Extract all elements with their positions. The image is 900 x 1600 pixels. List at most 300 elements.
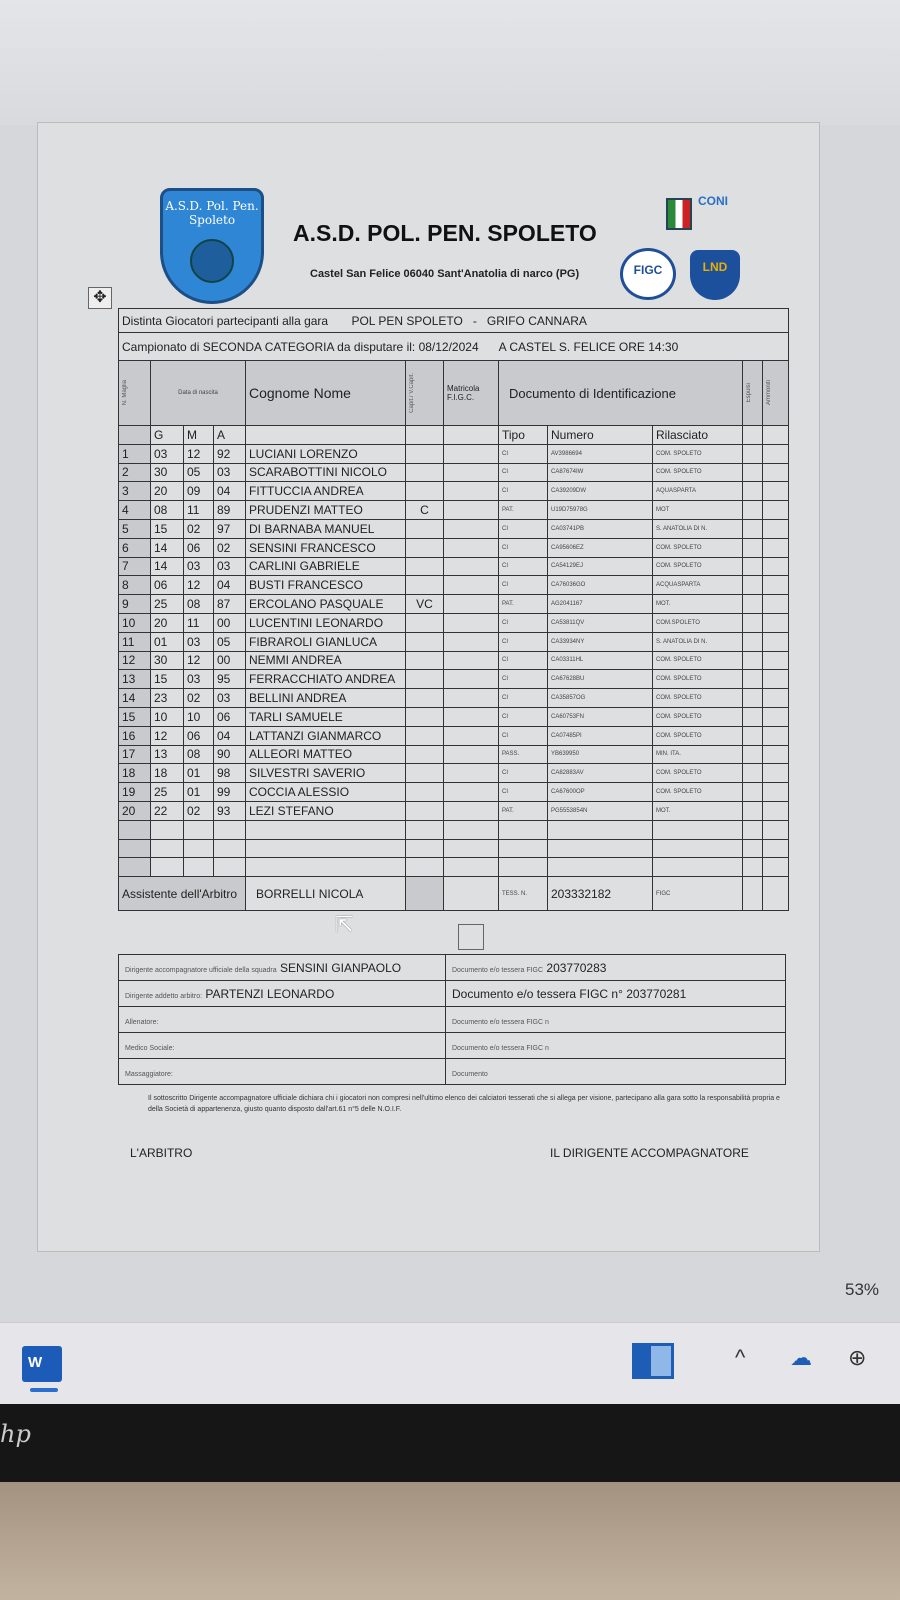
player-row xyxy=(119,463,789,482)
player-ammoniti xyxy=(763,801,789,820)
table-move-handle-icon[interactable]: ✥ xyxy=(88,287,112,309)
player-name: CARLINI GABRIELE xyxy=(246,557,406,576)
player-tipo: CI xyxy=(499,613,548,632)
player-ammoniti xyxy=(763,444,789,463)
player-row xyxy=(119,538,789,557)
player-captain: C xyxy=(406,501,444,520)
player-year: 97 xyxy=(214,519,246,538)
player-captain xyxy=(406,783,444,802)
staff-doc-number: 203770281 xyxy=(626,986,687,1001)
player-name: FITTUCCIA ANDREA xyxy=(246,482,406,501)
player-tipo: CI xyxy=(499,557,548,576)
player-matricola xyxy=(444,463,499,482)
staff-row xyxy=(119,955,786,981)
player-number: 18 xyxy=(119,764,151,783)
col-captain xyxy=(406,361,444,426)
player-rilasciato: ACQUASPARTA xyxy=(653,576,743,595)
player-row xyxy=(119,651,789,670)
staff-role-label: Dirigente accompagnatore ufficiale della squadra xyxy=(125,966,277,974)
player-day: 01 xyxy=(151,632,184,651)
player-day: 14 xyxy=(151,538,184,557)
chevron-up-icon[interactable]: ^ xyxy=(735,1345,746,1370)
player-matricola xyxy=(444,576,499,595)
player-espulsi xyxy=(743,613,763,632)
staff-row xyxy=(119,1059,786,1085)
col-captain-label: Capit./ V.Capit. xyxy=(409,373,415,413)
staff-row xyxy=(119,981,786,1007)
player-month: 01 xyxy=(184,783,214,802)
player-captain xyxy=(406,557,444,576)
player-year: 93 xyxy=(214,801,246,820)
player-year: 87 xyxy=(214,595,246,614)
player-month: 02 xyxy=(184,519,214,538)
player-year: 04 xyxy=(214,576,246,595)
player-number: 17 xyxy=(119,745,151,764)
player-row xyxy=(119,745,789,764)
player-espulsi xyxy=(743,689,763,708)
player-numero: CA39209DW xyxy=(548,482,653,501)
col-birth: Data di nascita xyxy=(151,361,246,426)
player-espulsi xyxy=(743,538,763,557)
player-month: 05 xyxy=(184,463,214,482)
player-espulsi xyxy=(743,501,763,520)
player-month: 01 xyxy=(184,764,214,783)
staff-role xyxy=(119,1059,446,1085)
player-month: 10 xyxy=(184,707,214,726)
col-ammoniti xyxy=(763,361,789,426)
coni-text: CONI xyxy=(698,194,728,208)
player-captain xyxy=(406,632,444,651)
player-month: 03 xyxy=(184,670,214,689)
player-row xyxy=(119,726,789,745)
player-numero: CA03311HL xyxy=(548,651,653,670)
col-tipo: Tipo xyxy=(499,426,548,445)
player-tipo: CI xyxy=(499,726,548,745)
staff-name: PARTENZI LEONARDO xyxy=(205,986,335,1001)
player-rilasciato: COM. SPOLETO xyxy=(653,783,743,802)
player-name: TARLI SAMUELE xyxy=(246,707,406,726)
laptop-body xyxy=(0,1482,900,1600)
player-rilasciato: COM. SPOLETO xyxy=(653,557,743,576)
player-month: 08 xyxy=(184,595,214,614)
player-numero: CA87674IW xyxy=(548,463,653,482)
player-rilasciato: MOT. xyxy=(653,801,743,820)
player-matricola xyxy=(444,595,499,614)
staff-doc xyxy=(446,1033,786,1059)
player-number: 3 xyxy=(119,482,151,501)
player-day: 25 xyxy=(151,595,184,614)
player-ammoniti xyxy=(763,595,789,614)
player-captain xyxy=(406,463,444,482)
player-matricola xyxy=(444,764,499,783)
player-captain xyxy=(406,707,444,726)
player-espulsi xyxy=(743,764,763,783)
player-row xyxy=(119,689,789,708)
player-month: 12 xyxy=(184,651,214,670)
player-numero: CA60753FN xyxy=(548,707,653,726)
player-rilasciato: S. ANATOLIA DI N. xyxy=(653,632,743,651)
player-tipo: CI xyxy=(499,707,548,726)
assistant-rilasciato: FIGC xyxy=(653,877,743,911)
player-tipo: CI xyxy=(499,538,548,557)
player-number: 14 xyxy=(119,689,151,708)
player-name: NEMMI ANDREA xyxy=(246,651,406,670)
player-numero: CA82883AV xyxy=(548,764,653,783)
player-day: 18 xyxy=(151,764,184,783)
player-matricola xyxy=(444,670,499,689)
player-tipo: CI xyxy=(499,576,548,595)
player-row xyxy=(119,519,789,538)
player-year: 95 xyxy=(214,670,246,689)
staff-role-label: Massaggiatore: xyxy=(125,1070,173,1078)
player-day: 20 xyxy=(151,613,184,632)
col-g: G xyxy=(151,426,184,445)
figc-logo: FIGC xyxy=(620,248,676,300)
player-day: 23 xyxy=(151,689,184,708)
player-row xyxy=(119,595,789,614)
player-matricola xyxy=(444,557,499,576)
player-espulsi xyxy=(743,632,763,651)
player-espulsi xyxy=(743,463,763,482)
player-rilasciato: MOT xyxy=(653,501,743,520)
player-day: 10 xyxy=(151,707,184,726)
player-numero: U19D75978G xyxy=(548,501,653,520)
player-matricola xyxy=(444,632,499,651)
player-ammoniti xyxy=(763,501,789,520)
player-matricola xyxy=(444,519,499,538)
staff-role xyxy=(119,1033,446,1059)
player-month: 02 xyxy=(184,801,214,820)
player-month: 12 xyxy=(184,444,214,463)
player-ammoniti xyxy=(763,670,789,689)
player-number: 2 xyxy=(119,463,151,482)
player-captain xyxy=(406,576,444,595)
player-tipo: PAT. xyxy=(499,501,548,520)
player-numero: PG5553854N xyxy=(548,801,653,820)
player-ammoniti xyxy=(763,538,789,557)
player-name: FERRACCHIATO ANDREA xyxy=(246,670,406,689)
snap-layout-icon[interactable] xyxy=(632,1343,674,1379)
championship: Campionato di SECONDA CATEGORIA da disputare il: 08/12/2024 xyxy=(122,339,479,354)
staff-doc xyxy=(446,955,786,981)
player-number: 15 xyxy=(119,707,151,726)
player-year: 03 xyxy=(214,557,246,576)
player-name: SENSINI FRANCESCO xyxy=(246,538,406,557)
player-numero: AV3986694 xyxy=(548,444,653,463)
player-name: SILVESTRI SAVERIO xyxy=(246,764,406,783)
player-ammoniti xyxy=(763,557,789,576)
player-year: 99 xyxy=(214,783,246,802)
match-sep: - xyxy=(472,313,477,328)
player-espulsi xyxy=(743,651,763,670)
venue: A CASTEL S. FELICE ORE 14:30 xyxy=(498,339,679,354)
player-rilasciato: COM.SPOLETO xyxy=(653,613,743,632)
taskbar xyxy=(0,1322,900,1404)
staff-doc-label: Documento e/o tessera FIGC xyxy=(452,966,544,974)
player-row xyxy=(119,444,789,463)
player-number: 10 xyxy=(119,613,151,632)
player-number: 8 xyxy=(119,576,151,595)
empty-checkbox[interactable] xyxy=(458,924,484,950)
player-ammoniti xyxy=(763,707,789,726)
player-ammoniti xyxy=(763,482,789,501)
player-row xyxy=(119,764,789,783)
player-matricola xyxy=(444,745,499,764)
player-numero: CA54129EJ xyxy=(548,557,653,576)
player-year: 04 xyxy=(214,726,246,745)
player-name: LUCIANI LORENZO xyxy=(246,444,406,463)
declaration-note: Il sottoscritto Dirigente accompagnatore ufficiale dichiara chi i giocatori non compresi nell'ultimo elenco dei calciatori tesserati che si allega per visione, partecipano alla gara sotto la responsabilità propria e della Società di appartenenza, giusto quanto disposto dall'art.61 n°5 delle N.O.I.F. xyxy=(148,1095,780,1113)
assistant-tipo: TESS. N. xyxy=(499,877,548,911)
player-day: 06 xyxy=(151,576,184,595)
player-day: 30 xyxy=(151,463,184,482)
player-rilasciato: MIN. ITA. xyxy=(653,745,743,764)
col-a: A xyxy=(214,426,246,445)
player-captain xyxy=(406,538,444,557)
onedrive-icon[interactable]: ☁ xyxy=(790,1345,812,1370)
player-number: 7 xyxy=(119,557,151,576)
player-matricola xyxy=(444,783,499,802)
player-row xyxy=(119,632,789,651)
player-captain xyxy=(406,444,444,463)
col-numero: Numero xyxy=(548,426,653,445)
player-espulsi xyxy=(743,670,763,689)
staff-doc xyxy=(446,1007,786,1033)
player-tipo: CI xyxy=(499,463,548,482)
assistant-label: Assistente dell'Arbitro xyxy=(119,877,246,911)
player-captain xyxy=(406,726,444,745)
player-numero: CA07485PI xyxy=(548,726,653,745)
mouse-cursor-icon: ⇱ xyxy=(335,912,354,937)
player-matricola xyxy=(444,482,499,501)
manager-signature-label: IL DIRIGENTE ACCOMPAGNATORE xyxy=(550,1146,749,1160)
player-captain xyxy=(406,613,444,632)
staff-role xyxy=(119,981,446,1007)
player-name: COCCIA ALESSIO xyxy=(246,783,406,802)
staff-doc xyxy=(446,981,786,1007)
player-day: 13 xyxy=(151,745,184,764)
player-row xyxy=(119,801,789,820)
player-ammoniti xyxy=(763,689,789,708)
word-app-icon[interactable]: W xyxy=(22,1346,62,1382)
player-year: 98 xyxy=(214,764,246,783)
hp-logo: hp xyxy=(0,1420,31,1448)
away-team: GRIFO CANNARA xyxy=(486,313,587,328)
player-month: 03 xyxy=(184,632,214,651)
player-month: 11 xyxy=(184,613,214,632)
player-ammoniti xyxy=(763,463,789,482)
player-name: BUSTI FRANCESCO xyxy=(246,576,406,595)
player-matricola xyxy=(444,707,499,726)
player-rilasciato: COM. SPOLETO xyxy=(653,444,743,463)
player-day: 20 xyxy=(151,482,184,501)
player-ammoniti xyxy=(763,632,789,651)
staff-role xyxy=(119,1007,446,1033)
player-month: 06 xyxy=(184,726,214,745)
player-day: 15 xyxy=(151,670,184,689)
player-numero: CA95606EZ xyxy=(548,538,653,557)
player-espulsi xyxy=(743,595,763,614)
player-captain xyxy=(406,764,444,783)
championship-row xyxy=(119,333,789,361)
club-logo xyxy=(160,188,264,304)
player-ammoniti xyxy=(763,519,789,538)
player-day: 25 xyxy=(151,783,184,802)
player-number: 5 xyxy=(119,519,151,538)
player-rilasciato: COM. SPOLETO xyxy=(653,651,743,670)
player-espulsi xyxy=(743,444,763,463)
coni-logo xyxy=(662,180,742,230)
player-ammoniti xyxy=(763,726,789,745)
player-espulsi xyxy=(743,519,763,538)
col-matricola: Matricola F.I.G.C. xyxy=(444,361,499,426)
staff-table xyxy=(118,954,786,1085)
player-row xyxy=(119,576,789,595)
player-year: 03 xyxy=(214,463,246,482)
staff-doc-label: Documento e/o tessera FIGC n° xyxy=(452,986,623,1001)
globe-icon[interactable]: ⊕ xyxy=(848,1345,867,1370)
staff-doc-label: Documento xyxy=(452,1070,488,1078)
player-captain xyxy=(406,482,444,501)
player-day: 12 xyxy=(151,726,184,745)
player-number: 1 xyxy=(119,444,151,463)
player-numero: YB639950 xyxy=(548,745,653,764)
player-tipo: CI xyxy=(499,689,548,708)
player-month: 06 xyxy=(184,538,214,557)
player-espulsi xyxy=(743,482,763,501)
player-matricola xyxy=(444,501,499,520)
player-rilasciato: COM. SPOLETO xyxy=(653,670,743,689)
player-number: 12 xyxy=(119,651,151,670)
player-name: ALLEORI MATTEO xyxy=(246,745,406,764)
player-espulsi xyxy=(743,745,763,764)
player-numero: CA03741PB xyxy=(548,519,653,538)
player-name: SCARABOTTINI NICOLO xyxy=(246,463,406,482)
player-numero: CA35857OG xyxy=(548,689,653,708)
col-ammoniti-label: Ammoniti xyxy=(766,380,772,406)
player-tipo: CI xyxy=(499,482,548,501)
assistant-numero: 203332182 xyxy=(548,877,653,911)
player-numero: CA67628BU xyxy=(548,670,653,689)
players-table xyxy=(118,308,789,911)
player-numero: CA67600OP xyxy=(548,783,653,802)
player-captain xyxy=(406,651,444,670)
player-year: 03 xyxy=(214,689,246,708)
zoom-level[interactable]: 53% xyxy=(845,1280,880,1299)
player-number: 16 xyxy=(119,726,151,745)
player-name: PRUDENZI MATTEO xyxy=(246,501,406,520)
club-logo-text: A.S.D. Pol. Pen. Spoleto xyxy=(165,199,259,227)
staff-doc-label: Documento e/o tessera FIGC n xyxy=(452,1018,549,1026)
player-day: 03 xyxy=(151,444,184,463)
player-row xyxy=(119,613,789,632)
player-number: 9 xyxy=(119,595,151,614)
player-ammoniti xyxy=(763,651,789,670)
player-number: 20 xyxy=(119,801,151,820)
player-captain xyxy=(406,670,444,689)
ball-icon xyxy=(190,239,234,283)
player-year: 02 xyxy=(214,538,246,557)
player-tipo: CI xyxy=(499,444,548,463)
active-app-indicator xyxy=(30,1388,58,1392)
player-day: 14 xyxy=(151,557,184,576)
player-name: FIBRAROLI GIANLUCA xyxy=(246,632,406,651)
photo-background xyxy=(0,0,900,125)
player-year: 92 xyxy=(214,444,246,463)
player-espulsi xyxy=(743,707,763,726)
col-rilasciato: Rilasciato xyxy=(653,426,743,445)
player-ammoniti xyxy=(763,783,789,802)
staff-role-label: Medico Sociale: xyxy=(125,1044,175,1052)
player-number: 11 xyxy=(119,632,151,651)
club-name: A.S.D. POL. PEN. SPOLETO xyxy=(293,220,597,246)
player-matricola xyxy=(444,689,499,708)
player-captain xyxy=(406,689,444,708)
player-day: 30 xyxy=(151,651,184,670)
player-row xyxy=(119,501,789,520)
club-address: Castel San Felice 06040 Sant'Anatolia di narco (PG) xyxy=(310,268,580,280)
player-year: 89 xyxy=(214,501,246,520)
player-number: 13 xyxy=(119,670,151,689)
player-rilasciato: COM. SPOLETO xyxy=(653,463,743,482)
player-numero: CA33934NY xyxy=(548,632,653,651)
player-captain xyxy=(406,519,444,538)
player-name: LATTANZI GIANMARCO xyxy=(246,726,406,745)
col-number xyxy=(119,361,151,426)
col-m: M xyxy=(184,426,214,445)
col-document: Documento di Identificazione xyxy=(499,361,743,426)
player-year: 06 xyxy=(214,707,246,726)
player-matricola xyxy=(444,444,499,463)
player-matricola xyxy=(444,651,499,670)
player-numero: CA53811QV xyxy=(548,613,653,632)
col-espulsi xyxy=(743,361,763,426)
match-label: Distinta Giocatori partecipanti alla gara xyxy=(122,313,329,328)
match-row xyxy=(119,309,789,333)
staff-doc-label: Documento e/o tessera FIGC n xyxy=(452,1044,549,1052)
player-ammoniti xyxy=(763,764,789,783)
player-espulsi xyxy=(743,726,763,745)
player-tipo: CI xyxy=(499,783,548,802)
assistant-name: BORRELLI NICOLA xyxy=(246,877,406,911)
player-number: 6 xyxy=(119,538,151,557)
player-tipo: CI xyxy=(499,764,548,783)
lnd-logo: LND xyxy=(690,250,740,300)
player-month: 02 xyxy=(184,689,214,708)
player-tipo: CI xyxy=(499,632,548,651)
player-row xyxy=(119,557,789,576)
player-espulsi xyxy=(743,557,763,576)
player-espulsi xyxy=(743,801,763,820)
player-espulsi xyxy=(743,783,763,802)
player-year: 05 xyxy=(214,632,246,651)
player-month: 03 xyxy=(184,557,214,576)
laptop-bezel xyxy=(0,1404,900,1482)
player-day: 08 xyxy=(151,501,184,520)
staff-row xyxy=(119,1033,786,1059)
player-month: 09 xyxy=(184,482,214,501)
player-name: LEZI STEFANO xyxy=(246,801,406,820)
player-rilasciato: COM. SPOLETO xyxy=(653,538,743,557)
home-team: POL PEN SPOLETO xyxy=(351,313,463,328)
player-year: 00 xyxy=(214,613,246,632)
player-matricola xyxy=(444,726,499,745)
player-row xyxy=(119,707,789,726)
player-year: 90 xyxy=(214,745,246,764)
player-numero: AG2041167 xyxy=(548,595,653,614)
player-month: 08 xyxy=(184,745,214,764)
staff-doc xyxy=(446,1059,786,1085)
